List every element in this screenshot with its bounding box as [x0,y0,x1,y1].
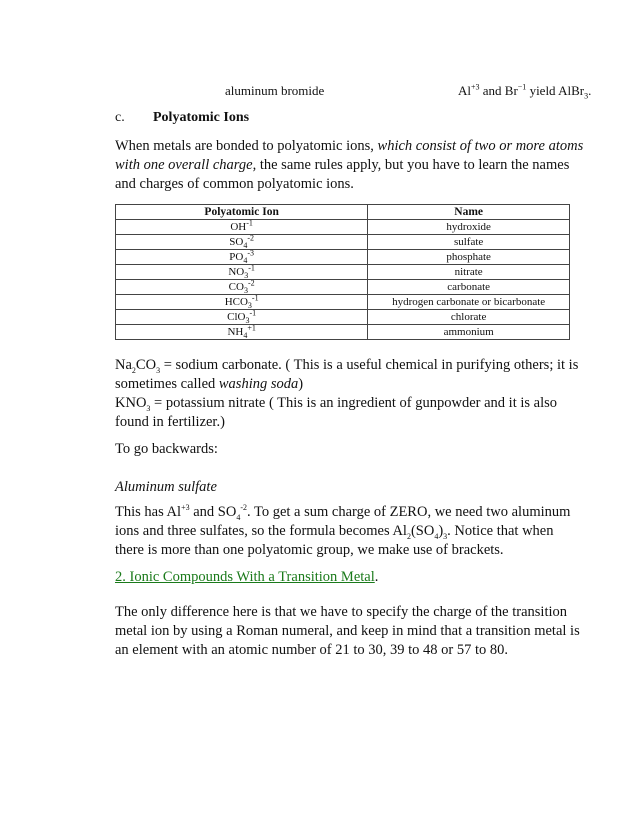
table-row [116,310,570,325]
ion-name-cell: sulfate [368,235,570,250]
final-paragraph: The only difference here is that we have to specify the charge of the transition metal ion by using a Roman numeral, and keep in mind that a transition metal is an element with an atomic number of 21 to 30, 39 to 48 or 57 to 80. [115,604,580,658]
transition-metal-link[interactable]: 2. Ionic Compounds With a Transition Metal [115,569,375,585]
compound-name: aluminum bromide [225,83,325,98]
table-row [116,250,570,265]
heading-title: Polyatomic Ions [153,110,250,125]
ion-formula-cell: ClO$_3^{-1}$ [116,310,368,325]
table-row [116,220,570,235]
ion-formula-cell: $SO_4^{-2}$ [116,235,368,250]
header-polyatomic-ion: Polyatomic Ion [116,205,368,220]
ion-formula-cell: $PO_4^{-3}$ [116,250,368,265]
explanation-paragraph: This has $Al^{+3}$ and $SO_4^{-2}$. To get a sum charge of ZERO, we need two aluminum ions and three sulfates, so the formula becomes $Al_2(SO_4)_3$. Notice that when there is more than one polyatomic group, we make use of brackets. [115,503,571,558]
ion-name-cell: hydrogen carbonate or bicarbonate [368,295,570,310]
ion-formula-cell: $CO_3^{-2}$ [116,280,368,295]
ion-name-cell: carbonate [368,280,570,295]
ion-name-cell: phosphate [368,250,570,265]
table-row [116,265,570,280]
heading-number: c. [115,110,125,125]
polyatomic-ion-table [115,204,570,340]
example-paragraph-1: $Na_2CO_3$ = sodium carbonate. ( This is a useful chemical in purifying others; it is sometimes called washing soda) [115,357,579,392]
section-2-heading: 2. Ionic Compounds With a Transition Metal. [115,569,379,585]
header-name: Name [368,205,570,220]
example-compound-name: Aluminum sulfate [115,479,217,495]
ion-formula-cell: $OH^{-1}$ [116,220,368,235]
ion-formula-cell: $NH_4^{+1}$ [116,325,368,340]
ion-formula-cell: $NO_3^{-1}$ [116,265,368,280]
ion-formula-cell: $HCO_3^{-1}$ [116,295,368,310]
table-header-row [116,205,570,220]
backwards-line: To go backwards: [115,441,218,457]
ion-name-cell: nitrate [368,265,570,280]
ion-name-cell: hydroxide [368,220,570,235]
compound-equation: $Al^{+3}$ and $Br^{-1}$ yield AlBr$_3$. [458,82,592,101]
table-row [116,280,570,295]
ion-name-cell: chlorate [368,310,570,325]
ion-name-cell: ammonium [368,325,570,340]
example-paragraph-2: $KNO_3$ = potassium nitrate ( This is an ingredient of gunpowder and it is also found in fertilizer.) [115,395,558,430]
table-row [116,295,570,310]
intro-paragraph: When metals are bonded to polyatomic ions, which consist of two or more atoms with one overall charge, the same rules apply, but you have to learn the names and charges of common polyatomic ions. [115,138,584,192]
table-row [116,325,570,340]
table-row [116,235,570,250]
